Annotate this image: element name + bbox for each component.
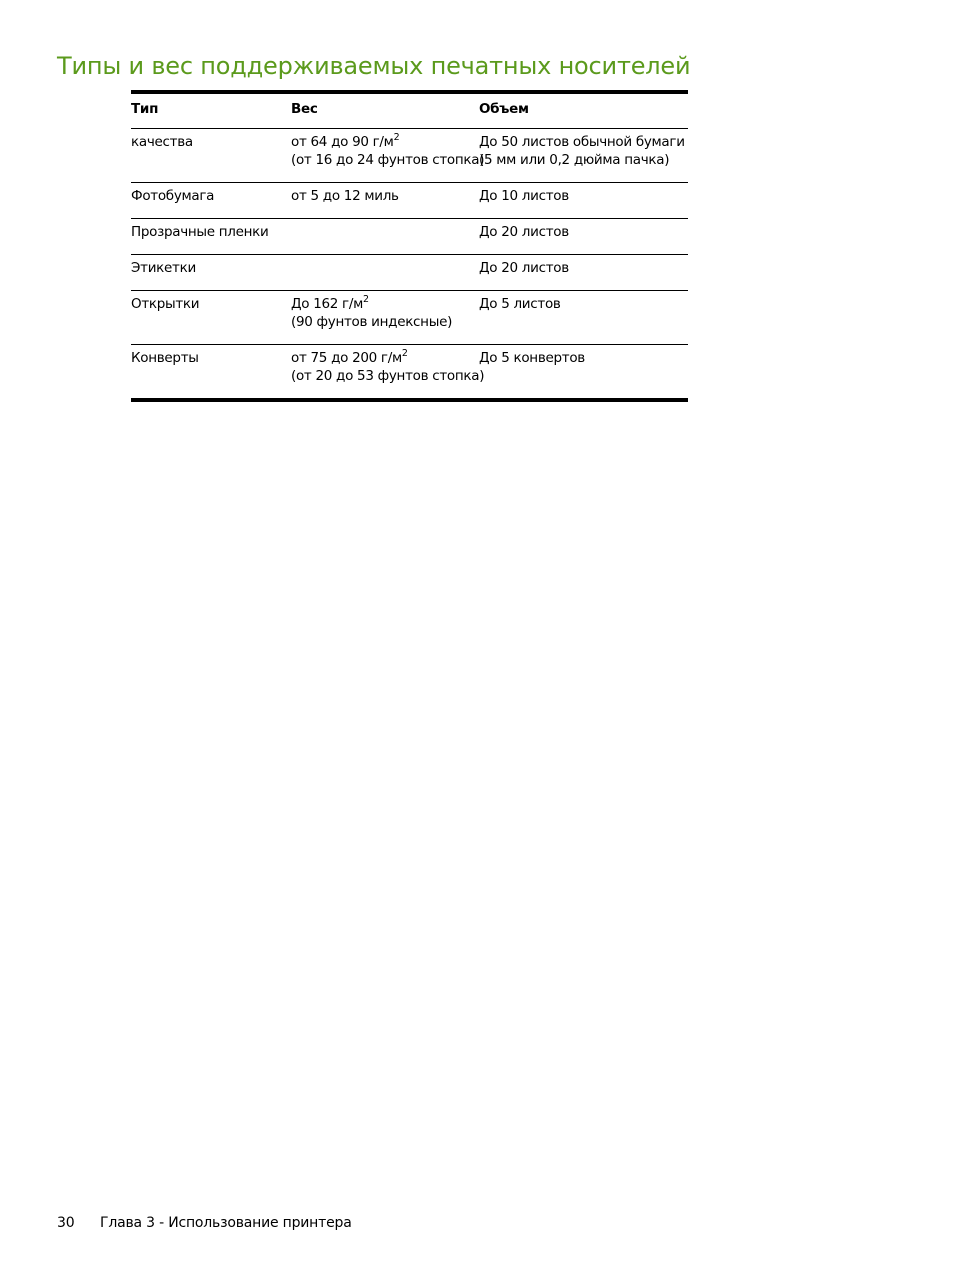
chapter-title: Глава 3 - Использование принтера [100, 1215, 352, 1231]
cell-weight [291, 131, 485, 169]
cell-type: Этикетки [131, 260, 196, 276]
cell-capacity [479, 349, 688, 385]
weight-value: от 64 до 90 г/м [291, 134, 394, 150]
column-header-weight: Вес [291, 101, 318, 117]
table-row [131, 255, 688, 291]
cell-capacity [479, 223, 688, 241]
table-row [131, 345, 688, 398]
table-row [131, 219, 688, 255]
weight-unit-exponent: 2 [362, 293, 369, 305]
column-header-type: Тип [131, 101, 159, 117]
weight-unit-exponent: 2 [393, 131, 400, 143]
capacity-value: До 20 листов [479, 260, 569, 276]
cell-capacity [479, 259, 688, 277]
cell-capacity [479, 133, 688, 169]
cell-capacity [479, 295, 688, 331]
table-header-row [131, 94, 688, 129]
cell-weight [291, 187, 479, 205]
cell-type: Конверты [131, 350, 199, 366]
page-title: Типы и вес поддерживаемых печатных носителей [57, 52, 691, 80]
capacity-value: До 50 листов обычной бумаги [479, 134, 685, 150]
page-number: 30 [57, 1215, 75, 1231]
media-types-table [131, 90, 688, 402]
cell-type: Открытки [131, 296, 200, 312]
cell-capacity [479, 187, 688, 205]
capacity-value: До 10 листов [479, 188, 569, 204]
capacity-value: До 5 конвертов [479, 350, 585, 366]
cell-type: Фотобумага [131, 188, 215, 204]
cell-weight [291, 295, 479, 331]
weight-note: (от 16 до 24 фунтов стопка) [291, 152, 485, 168]
weight-value: от 75 до 200 г/м [291, 350, 402, 366]
capacity-value: До 5 листов [479, 296, 561, 312]
table-row [131, 183, 688, 219]
weight-note: (от 20 до 53 фунтов стопка) [291, 368, 485, 384]
cell-type: качества [131, 134, 193, 150]
capacity-value: До 20 листов [479, 224, 569, 240]
weight-value: от 5 до 12 миль [291, 188, 399, 204]
table-row [131, 291, 688, 345]
weight-value: До 162 г/м [291, 296, 363, 312]
weight-note: (90 фунтов индексные) [291, 314, 453, 330]
column-header-capacity: Объем [479, 101, 529, 117]
capacity-note: (5 мм или 0,2 дюйма пачка) [479, 152, 670, 168]
table-row [131, 129, 688, 183]
cell-weight [291, 347, 485, 385]
cell-weight [291, 259, 479, 277]
page-footer [57, 1214, 352, 1232]
cell-weight [291, 223, 479, 241]
cell-type: Прозрачные пленки [131, 224, 269, 240]
weight-unit-exponent: 2 [401, 347, 408, 359]
